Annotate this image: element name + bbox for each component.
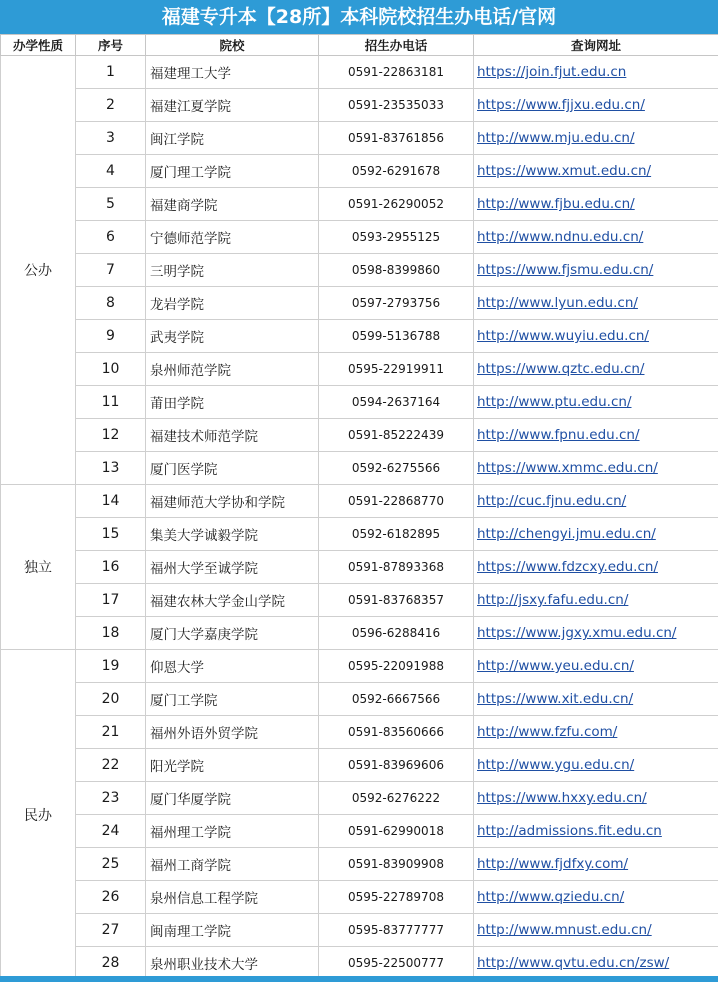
table-row — [1, 221, 718, 254]
table-row — [1, 452, 718, 485]
url-cell — [474, 188, 718, 221]
url-cell — [474, 551, 718, 584]
row-number: 6 — [76, 221, 146, 254]
phone-number: 0591-62990018 — [319, 815, 474, 848]
school-website-link[interactable]: http://www.qziedu.cn/ — [477, 889, 625, 905]
school-website-link[interactable]: http://www.qvtu.edu.cn/zsw/ — [477, 955, 670, 971]
url-cell — [474, 584, 718, 617]
table-header-row — [1, 35, 718, 56]
row-number: 13 — [76, 452, 146, 485]
school-website-link[interactable]: https://www.jgxy.xmu.edu.cn/ — [477, 625, 677, 641]
school-website-link[interactable]: http://www.ptu.edu.cn/ — [477, 394, 632, 410]
url-cell — [474, 848, 718, 881]
school-name: 三明学院 — [146, 254, 319, 287]
phone-number: 0595-22789708 — [319, 881, 474, 914]
url-cell — [474, 683, 718, 716]
phone-number: 0591-87893368 — [319, 551, 474, 584]
school-name: 集美大学诚毅学院 — [146, 518, 319, 551]
school-name: 泉州职业技术大学 — [146, 947, 319, 980]
school-website-link[interactable]: http://www.lyun.edu.cn/ — [477, 295, 638, 311]
phone-number: 0592-6182895 — [319, 518, 474, 551]
school-type-cell: 独立 — [1, 485, 76, 650]
school-name: 宁德师范学院 — [146, 221, 319, 254]
phone-number: 0591-83761856 — [319, 122, 474, 155]
row-number: 8 — [76, 287, 146, 320]
url-cell — [474, 56, 718, 89]
school-name: 闽南理工学院 — [146, 914, 319, 947]
college-table — [0, 34, 718, 980]
school-name: 厦门理工学院 — [146, 155, 319, 188]
school-name: 福建师范大学协和学院 — [146, 485, 319, 518]
school-website-link[interactable]: http://admissions.fit.edu.cn — [477, 823, 662, 839]
school-name: 福建理工大学 — [146, 56, 319, 89]
school-name: 武夷学院 — [146, 320, 319, 353]
bottom-bar — [0, 976, 718, 982]
phone-number: 0597-2793756 — [319, 287, 474, 320]
url-cell — [474, 749, 718, 782]
url-cell — [474, 485, 718, 518]
school-website-link[interactable]: http://www.ygu.edu.cn/ — [477, 757, 635, 773]
school-name: 福州大学至诚学院 — [146, 551, 319, 584]
school-website-link[interactable]: http://www.ndnu.edu.cn/ — [477, 229, 644, 245]
phone-number: 0599-5136788 — [319, 320, 474, 353]
school-name: 泉州信息工程学院 — [146, 881, 319, 914]
school-website-link[interactable]: https://www.xmut.edu.cn/ — [477, 163, 652, 179]
school-name: 泉州师范学院 — [146, 353, 319, 386]
school-website-link[interactable]: https://www.hxxy.edu.cn/ — [477, 790, 647, 806]
school-name: 福州外语外贸学院 — [146, 716, 319, 749]
row-number: 4 — [76, 155, 146, 188]
phone-number: 0591-83560666 — [319, 716, 474, 749]
school-website-link[interactable]: http://cuc.fjnu.edu.cn/ — [477, 493, 627, 509]
table-row — [1, 947, 718, 980]
table-row — [1, 188, 718, 221]
row-number: 7 — [76, 254, 146, 287]
table-row — [1, 551, 718, 584]
school-website-link[interactable]: https://www.xit.edu.cn/ — [477, 691, 634, 707]
table-row — [1, 881, 718, 914]
table-row — [1, 353, 718, 386]
row-number: 21 — [76, 716, 146, 749]
school-name: 厦门医学院 — [146, 452, 319, 485]
row-number: 26 — [76, 881, 146, 914]
phone-number: 0592-6275566 — [319, 452, 474, 485]
school-website-link[interactable]: http://www.mju.edu.cn/ — [477, 130, 635, 146]
url-cell — [474, 353, 718, 386]
table-row — [1, 848, 718, 881]
url-cell — [474, 881, 718, 914]
table-row — [1, 419, 718, 452]
phone-number: 0592-6291678 — [319, 155, 474, 188]
school-website-link[interactable]: http://chengyi.jmu.edu.cn/ — [477, 526, 656, 542]
phone-number: 0595-22500777 — [319, 947, 474, 980]
table-row — [1, 815, 718, 848]
row-number: 17 — [76, 584, 146, 617]
school-website-link[interactable]: http://jsxy.fafu.edu.cn/ — [477, 592, 629, 608]
row-number: 2 — [76, 89, 146, 122]
phone-number: 0591-22868770 — [319, 485, 474, 518]
phone-number: 0592-6276222 — [319, 782, 474, 815]
url-cell — [474, 419, 718, 452]
table-row — [1, 914, 718, 947]
school-name: 厦门大学嘉庚学院 — [146, 617, 319, 650]
url-cell — [474, 947, 718, 980]
url-cell — [474, 254, 718, 287]
row-number: 11 — [76, 386, 146, 419]
school-type-cell: 公办 — [1, 56, 76, 485]
row-number: 14 — [76, 485, 146, 518]
row-number: 15 — [76, 518, 146, 551]
url-cell — [474, 782, 718, 815]
url-cell — [474, 914, 718, 947]
phone-number: 0593-2955125 — [319, 221, 474, 254]
school-website-link[interactable]: https://www.fdzcxy.edu.cn/ — [477, 559, 658, 575]
row-number: 16 — [76, 551, 146, 584]
table-row — [1, 320, 718, 353]
school-website-link[interactable]: http://www.mnust.edu.cn/ — [477, 922, 652, 938]
row-number: 23 — [76, 782, 146, 815]
school-name: 福建农林大学金山学院 — [146, 584, 319, 617]
school-name: 福建技术师范学院 — [146, 419, 319, 452]
school-website-link[interactable]: http://www.fjbu.edu.cn/ — [477, 196, 635, 212]
phone-number: 0594-2637164 — [319, 386, 474, 419]
url-cell — [474, 452, 718, 485]
school-type-cell: 民办 — [1, 650, 76, 980]
school-website-link[interactable]: http://www.yeu.edu.cn/ — [477, 658, 634, 674]
school-website-link[interactable]: https://www.qztc.edu.cn/ — [477, 361, 645, 377]
header-no: 序号 — [76, 35, 146, 56]
table-row — [1, 122, 718, 155]
row-number: 25 — [76, 848, 146, 881]
school-website-link[interactable]: http://www.fpnu.edu.cn/ — [477, 427, 640, 443]
url-cell — [474, 617, 718, 650]
school-website-link[interactable]: http://www.fzfu.com/ — [477, 724, 618, 740]
url-cell — [474, 320, 718, 353]
url-cell — [474, 122, 718, 155]
school-website-link[interactable]: https://www.fjjxu.edu.cn/ — [477, 97, 645, 113]
table-row — [1, 782, 718, 815]
table-body — [1, 56, 718, 980]
url-cell — [474, 155, 718, 188]
school-name: 阳光学院 — [146, 749, 319, 782]
phone-number: 0596-6288416 — [319, 617, 474, 650]
header-type: 办学性质 — [1, 35, 76, 56]
school-website-link[interactable]: http://www.fjdfxy.com/ — [477, 856, 629, 872]
url-cell — [474, 716, 718, 749]
school-name: 莆田学院 — [146, 386, 319, 419]
school-name: 龙岩学院 — [146, 287, 319, 320]
phone-number: 0595-22091988 — [319, 650, 474, 683]
url-cell — [474, 650, 718, 683]
table-row — [1, 683, 718, 716]
row-number: 27 — [76, 914, 146, 947]
phone-number: 0591-83768357 — [319, 584, 474, 617]
school-website-link[interactable]: https://www.xmmc.edu.cn/ — [477, 460, 658, 476]
url-cell — [474, 287, 718, 320]
table-row — [1, 56, 718, 89]
phone-number: 0591-83909908 — [319, 848, 474, 881]
row-number: 3 — [76, 122, 146, 155]
url-cell — [474, 221, 718, 254]
row-number: 12 — [76, 419, 146, 452]
school-name: 仰恩大学 — [146, 650, 319, 683]
table-row — [1, 518, 718, 551]
phone-number: 0591-83969606 — [319, 749, 474, 782]
school-website-link[interactable]: https://www.fjsmu.edu.cn/ — [477, 262, 654, 278]
row-number: 20 — [76, 683, 146, 716]
school-name: 福建江夏学院 — [146, 89, 319, 122]
phone-number: 0591-22863181 — [319, 56, 474, 89]
header-school: 院校 — [146, 35, 319, 56]
row-number: 10 — [76, 353, 146, 386]
url-cell — [474, 815, 718, 848]
school-name: 厦门工学院 — [146, 683, 319, 716]
table-row — [1, 485, 718, 518]
school-name: 闽江学院 — [146, 122, 319, 155]
phone-number: 0595-22919911 — [319, 353, 474, 386]
table-row — [1, 650, 718, 683]
school-website-link[interactable]: https://join.fjut.edu.cn — [477, 64, 627, 80]
table-row — [1, 89, 718, 122]
table-row — [1, 254, 718, 287]
table-row — [1, 716, 718, 749]
row-number: 1 — [76, 56, 146, 89]
school-name: 福州理工学院 — [146, 815, 319, 848]
school-name: 福州工商学院 — [146, 848, 319, 881]
table-row — [1, 155, 718, 188]
phone-number: 0598-8399860 — [319, 254, 474, 287]
school-name: 厦门华厦学院 — [146, 782, 319, 815]
row-number: 5 — [76, 188, 146, 221]
header-phone: 招生办电话 — [319, 35, 474, 56]
table-row — [1, 584, 718, 617]
url-cell — [474, 518, 718, 551]
phone-number: 0591-85222439 — [319, 419, 474, 452]
school-name: 福建商学院 — [146, 188, 319, 221]
table-row — [1, 617, 718, 650]
school-website-link[interactable]: http://www.wuyiu.edu.cn/ — [477, 328, 649, 344]
row-number: 18 — [76, 617, 146, 650]
row-number: 22 — [76, 749, 146, 782]
row-number: 9 — [76, 320, 146, 353]
phone-number: 0591-23535033 — [319, 89, 474, 122]
table-row — [1, 287, 718, 320]
table-row — [1, 386, 718, 419]
row-number: 28 — [76, 947, 146, 980]
phone-number: 0595-83777777 — [319, 914, 474, 947]
row-number: 24 — [76, 815, 146, 848]
header-url: 查询网址 — [474, 35, 718, 56]
url-cell — [474, 89, 718, 122]
row-number: 19 — [76, 650, 146, 683]
page-title: 福建专升本【28所】本科院校招生办电话/官网 — [0, 0, 718, 34]
table-row — [1, 749, 718, 782]
phone-number: 0592-6667566 — [319, 683, 474, 716]
url-cell — [474, 386, 718, 419]
phone-number: 0591-26290052 — [319, 188, 474, 221]
